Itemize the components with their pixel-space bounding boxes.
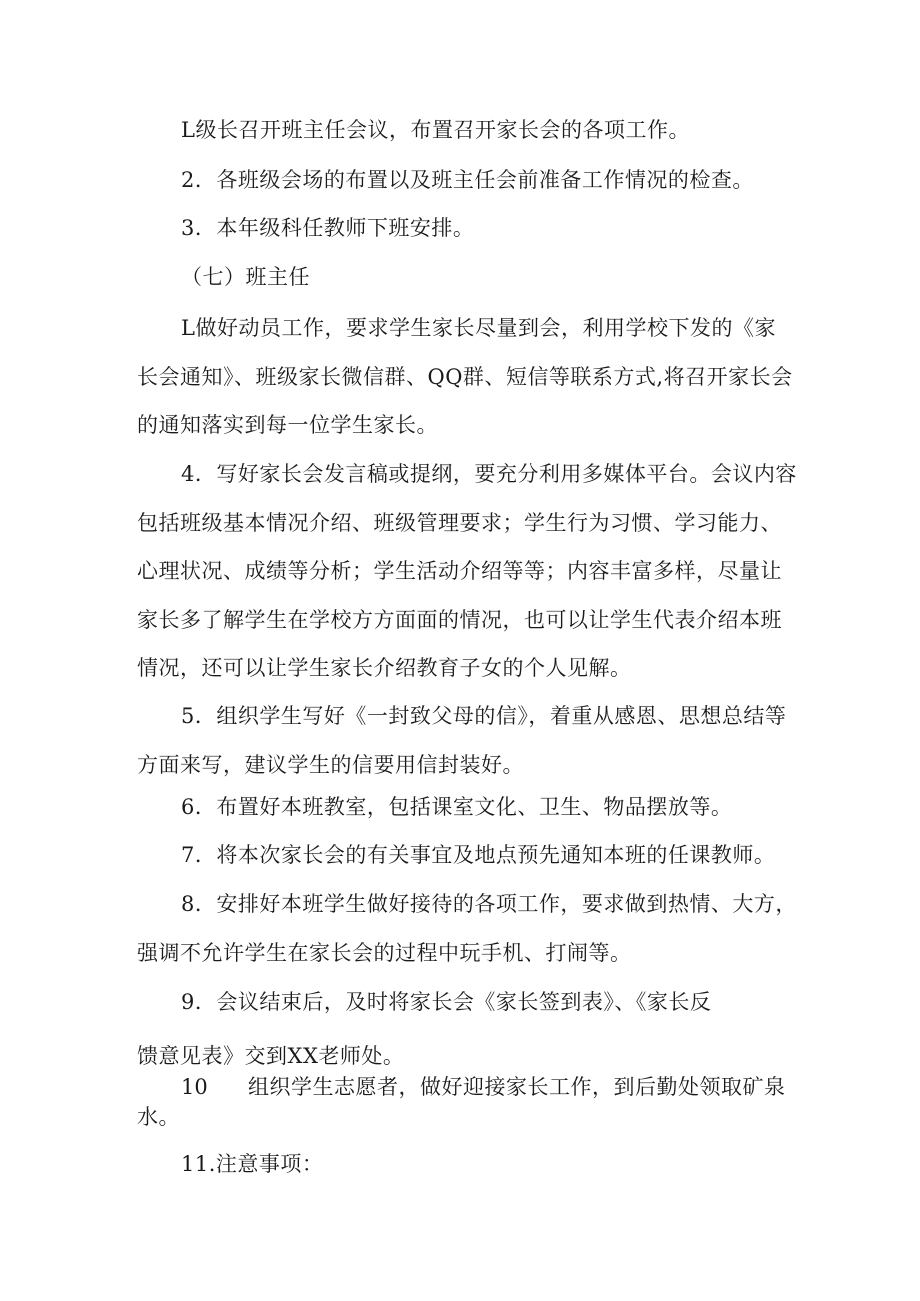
item-9-line1: 9．会议结束后，及时将家长会《家长签到表》、《家长反: [181, 990, 712, 1014]
item-9-line2: 馈意见表》交到XX老师处。: [137, 1044, 405, 1068]
paragraph-l-mobilize: L做好动员工作，要求学生家长尽量到会，利用学校下发的《家长会通知》、班级家长微信群、QQ群、短信等联系方式,将召开家长会的通知落实到每一位学生家长。: [137, 316, 793, 437]
item-3: 3．本年级科任教师下班安排。: [181, 216, 475, 240]
paragraph-5: 5．组织学生写好《一封致父母的信》，着重从感恩、思想总结等方面来写，建议学生的信要用信封装好。: [137, 704, 787, 777]
item-10-number: 10: [181, 1075, 208, 1099]
item-l-meeting: L级长召开班主任会议，布置召开家长会的各项工作。: [181, 118, 690, 142]
item-6: 6．布置好本班教室，包括课室文化、卫生、物品摆放等。: [181, 795, 733, 819]
section-7-heading: （七）班主任: [181, 265, 310, 289]
item-2: 2．各班级会场的布置以及班主任会前准备工作情况的检查。: [181, 168, 754, 192]
item-10-line2: 水。: [137, 1105, 180, 1129]
item-11: 11.注意事项：: [181, 1152, 324, 1176]
item-7: 7．将本次家长会的有关事宜及地点预先通知本班的任课教师。: [181, 843, 776, 867]
paragraph-8: 8．安排好本班学生做好接待的各项工作，要求做到热情、大方，强调不允许学生在家长会的过程中玩手机、打闹等。: [137, 892, 797, 965]
paragraph-4: 4．写好家长会发言稿或提纲，要充分利用多媒体平台。会议内容包括班级基本情况介绍、班级管理要求；学生行为习惯、学习能力、心理状况、成绩等分析；学生活动介绍等等；内容丰富多样，尽量让家长多了解学生在学校方方面面的情况，也可以让学生代表介绍本班情况，还可以让学生家长介绍教育子女的个人见解。: [137, 462, 797, 680]
item-10-line1: 组织学生志愿者，做好迎接家长工作，到后勤处领取矿泉: [248, 1075, 786, 1099]
